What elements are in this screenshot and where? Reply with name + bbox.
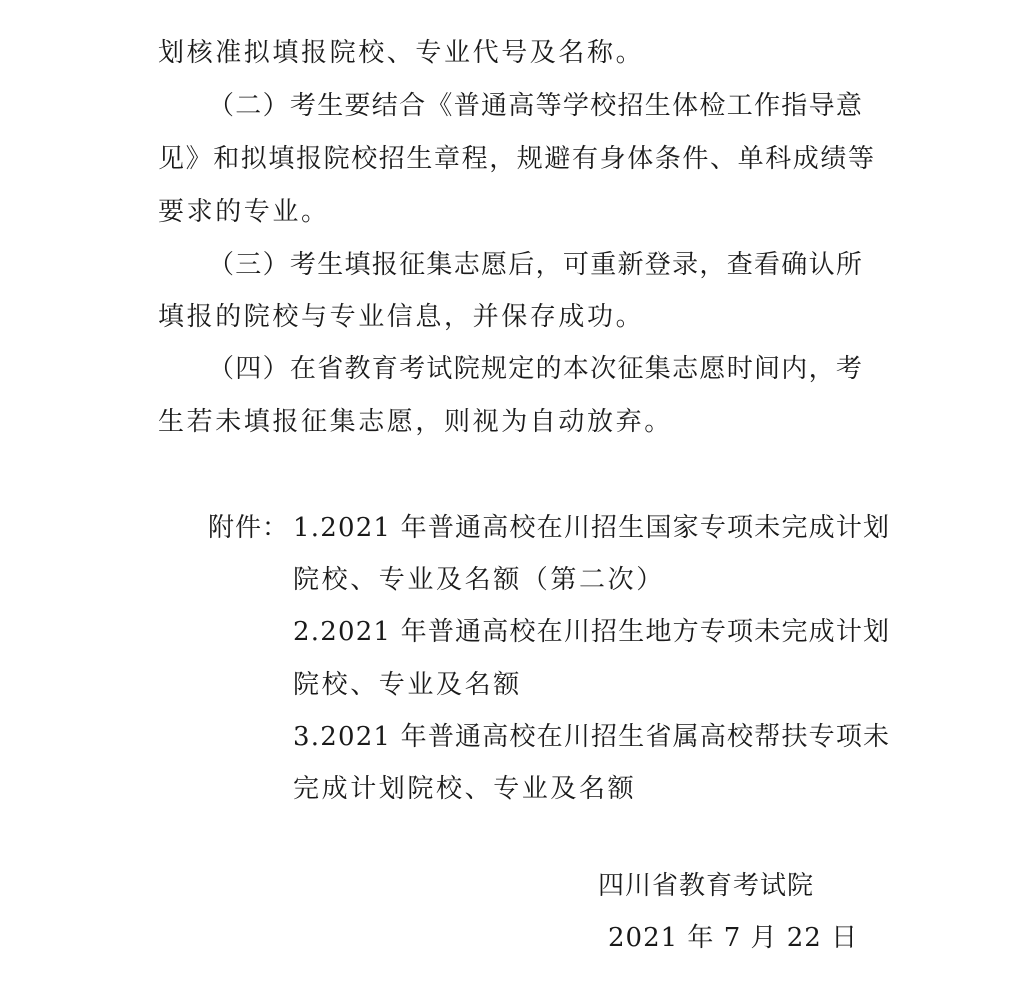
attachment-item: 1.2021 年普通高校在川招生国家专项未完成计划 (293, 513, 891, 543)
attachment-item: 2.2021 年普通高校在川招生地方专项未完成计划 (293, 617, 891, 647)
attachment-item: 3.2021 年普通高校在川招生省属高校帮扶专项未 (293, 722, 891, 752)
body-line: （三）考生填报征集志愿后，可重新登录，查看确认所 (208, 250, 864, 280)
issue-date: 2021 年 7 月 22 日 (608, 923, 859, 953)
body-line: 见》和拟填报院校招生章程，规避有身体条件、单科成绩等 (158, 144, 876, 174)
body-line: 要求的专业。 (158, 197, 330, 227)
attachment-label: 附件： (208, 513, 290, 543)
issuing-organization: 四川省教育考试院 (598, 871, 815, 901)
attachment-item: 院校、专业及名额 (293, 670, 522, 700)
body-line: （四）在省教育考试院规定的本次征集志愿时间内，考 (208, 354, 864, 384)
body-line: 填报的院校与专业信息，并保存成功。 (158, 302, 645, 332)
attachment-item: 完成计划院校、专业及名额 (293, 774, 637, 804)
body-line: （二）考生要结合《普通高等学校招生体检工作指导意 (208, 91, 864, 121)
body-line: 划核准拟填报院校、专业代号及名称。 (158, 38, 645, 68)
body-line: 生若未填报征集志愿，则视为自动放弃。 (158, 407, 673, 437)
attachment-item: 院校、专业及名额（第二次） (293, 565, 665, 595)
